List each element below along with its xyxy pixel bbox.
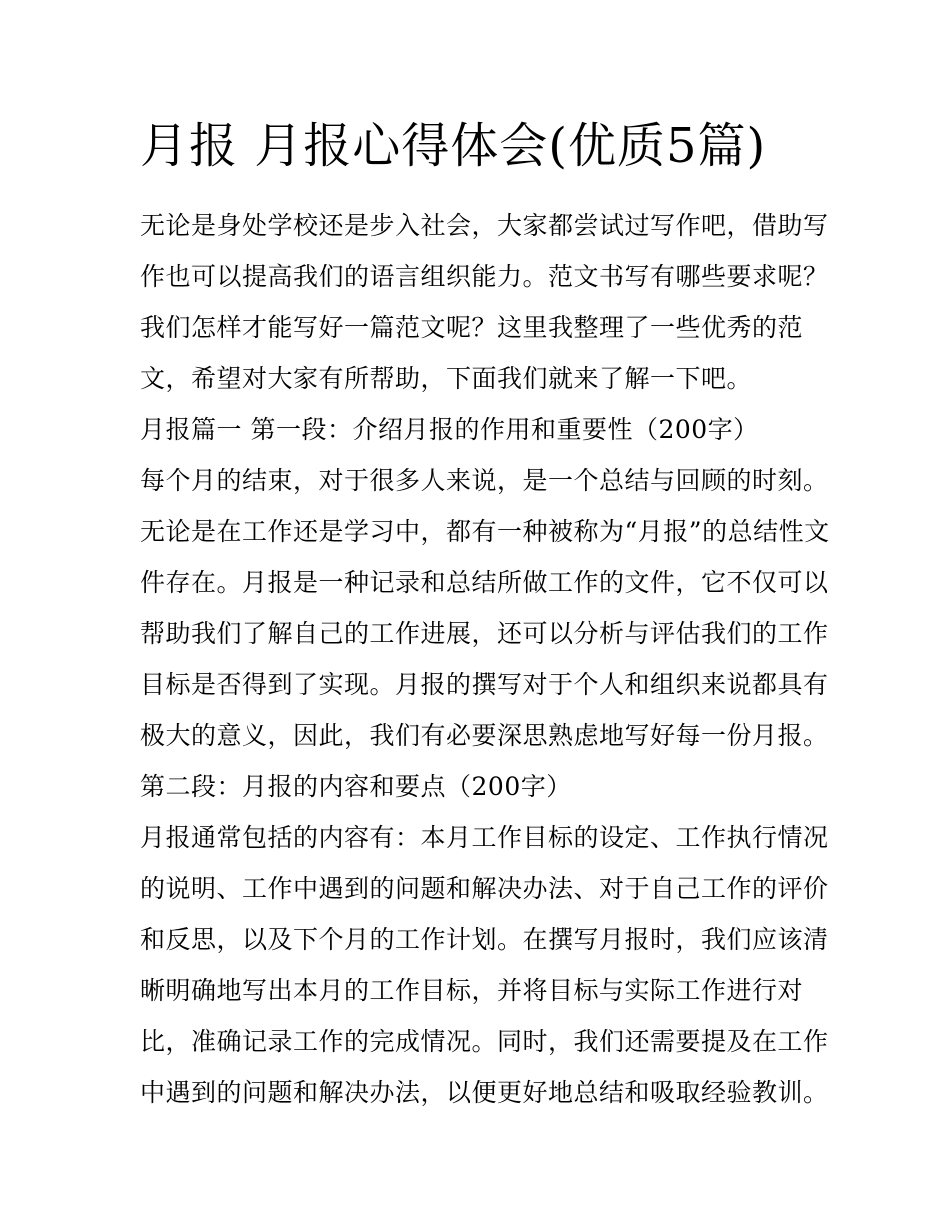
section-heading-1: 月报篇一 第一段：介绍月报的作用和重要性（200字） (140, 415, 759, 444)
text-line: 目标是否得到了实现。月报的撰写对于个人和组织来说都具有 (140, 670, 829, 699)
text-line: 每个月的结束，对于很多人来说，是一个总结与回顾的时刻。 (140, 466, 829, 495)
document-title: 月报 月报心得体会(优质5篇) (140, 118, 767, 174)
text-line: 和反思，以及下个月的工作计划。在撰写月报时，我们应该清 (140, 925, 829, 954)
text-line: 的说明、工作中遇到的问题和解决办法、对于自己工作的评价 (140, 874, 829, 903)
section-heading-2: 第二段：月报的内容和要点（200字） (140, 772, 572, 801)
text-line: 文，希望对大家有所帮助，下面我们就来了解一下吧。 (140, 364, 753, 393)
text-line: 晰明确地写出本月的工作目标，并将目标与实际工作进行对 (140, 976, 804, 1005)
text-line: 作也可以提高我们的语言组织能力。范文书写有哪些要求呢？ (140, 262, 829, 291)
text-line: 无论是身处学校还是步入社会，大家都尝试过写作吧，借助写 (140, 211, 829, 240)
text-line: 帮助我们了解自己的工作进展，还可以分析与评估我们的工作 (140, 619, 829, 648)
text-line: 比，准确记录工作的完成情况。同时，我们还需要提及在工作 (140, 1027, 829, 1056)
text-line: 无论是在工作还是学习中，都有一种被称为“月报”的总结性文 (140, 517, 830, 546)
text-line: 件存在。月报是一种记录和总结所做工作的文件，它不仅可以 (140, 568, 829, 597)
text-line: 我们怎样才能写好一篇范文呢？这里我整理了一些优秀的范 (140, 313, 804, 342)
text-line: 中遇到的问题和解决办法，以便更好地总结和吸取经验教训。 (140, 1078, 829, 1107)
text-line: 月报通常包括的内容有：本月工作目标的设定、工作执行情况 (140, 823, 829, 852)
document-body (140, 200, 830, 1118)
text-line: 极大的意义，因此，我们有必要深思熟虑地写好每一份月报。 (140, 721, 829, 750)
